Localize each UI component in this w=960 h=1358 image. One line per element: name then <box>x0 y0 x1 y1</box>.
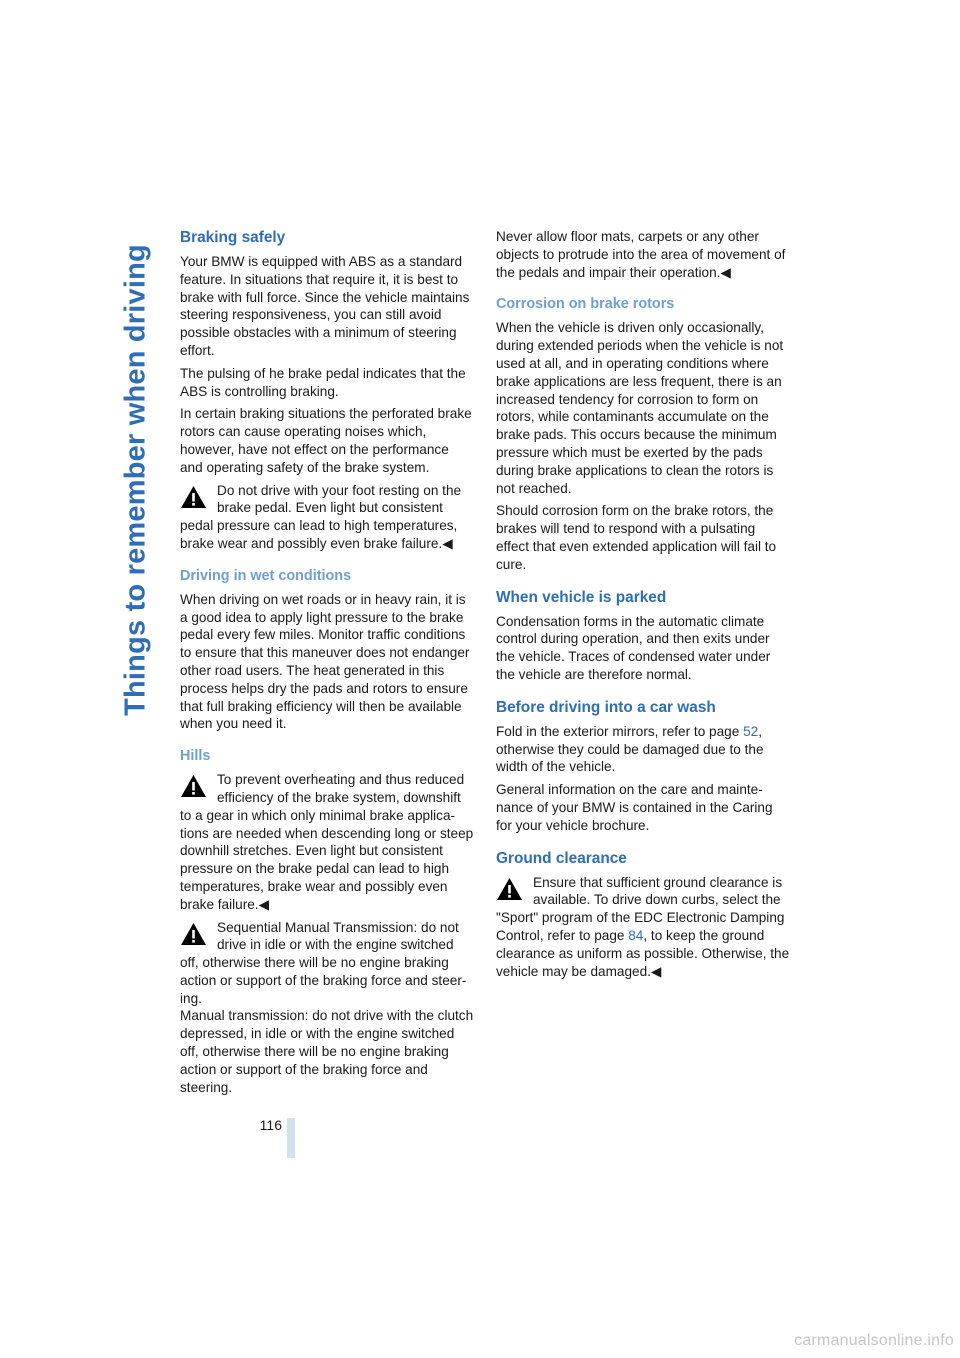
paragraph: Your BMW is equipped with ABS as a standard feature. In situations that require it, it is best to brake with full force. Since the vehicle maintains steering responsiveness, you can still avoid possible obstacles with a minimum of steering effort. <box>180 254 470 358</box>
warning-text: Manual transmission: do not drive with the clutch depressed, in idle or with the engine switched off, otherwise there will be no engine braking action or support of the braking force and steering. <box>180 1008 474 1095</box>
paragraph: Condensation forms in the automatic climate control during operation, and then exits under the vehicle. Traces of condensed water under the vehicle are therefore normal. <box>496 613 771 682</box>
chapter-side-title-text: Things to remember when driving <box>119 244 152 716</box>
paragraph: When the vehicle is driven only occasionally, during extended periods when the vehicle is not used at all, and in operating conditions where brake applications are less frequent, there is an increased tendency for corrosion to form on rotors, while contaminants accumulate on the brake pads. This occurs because the minimum pressure which must be exerted by the pads during brake applications to clean the rotors is not reached. <box>496 320 784 496</box>
heading-driving-wet: Driving in wet conditions <box>180 567 352 584</box>
paragraph: Fold in the exterior mirrors, refer to page 52, otherwise they could be damaged due to the width of the vehicle. <box>496 723 764 775</box>
warning-note <box>180 919 475 1097</box>
paragraph: General information on the care and maintenance of your BMW is contained in the Caring for your vehicle brochure. <box>496 782 773 833</box>
paragraph: The pulsing of he brake pedal indicates that the ABS is controlling braking. <box>180 365 466 399</box>
warning-triangle-icon <box>180 485 207 509</box>
warning-note <box>180 482 475 553</box>
warning-triangle-icon <box>496 877 523 901</box>
page-link-84[interactable]: 84 <box>628 927 644 943</box>
warning-triangle-icon <box>180 922 207 946</box>
warning-note <box>496 874 791 981</box>
warning-note <box>180 771 475 913</box>
page-link-52[interactable]: 52 <box>743 723 759 739</box>
left-column <box>180 228 475 1101</box>
warning-text: Do not drive with your foot resting on the brake pedal. Even light but consistent pedal pressure can lead to high temperatures, brake wear and possibly even brake failure.◀ <box>180 482 462 551</box>
warning-text: To prevent overheating and thus reduced efficiency of the brake system, downshift to a gear in which only minimal brake applications are needed when descending long or steep downhill stretches. Even light but consistent pressure on the brake pedal can lead to high temperatures, brake wear and possibly even brake failure.◀ <box>180 772 474 912</box>
paragraph: When driving on wet roads or in heavy rain, it is a good idea to apply light pressure to the brake pedal every few miles. Monitor traffic conditions to ensure that this maneuver does not endanger other road users. The heat generated in this process helps dry the pads and rotors to ensure that full braking efficiency will then be available when you need it. <box>180 591 470 732</box>
paragraph: Should corrosion form on the brake rotors, the brakes will tend to respond with a pulsating effect that even extended application will fail to cure. <box>496 503 777 572</box>
paragraph: In certain braking situations the perforated brake rotors can cause operating noises which, however, have not effect on the performance and operating safety of the brake system. <box>180 406 472 475</box>
heading-car-wash: Before driving into a car wash <box>496 698 716 716</box>
heading-ground-clearance: Ground clearance <box>496 849 627 867</box>
heading-corrosion: Corrosion on brake rotors <box>496 296 675 313</box>
warning-text: Sequential Manual Transmission: do not drive in idle or with the engine switched off, otherwise there will be no engine braking action or support of the braking force and steering. <box>180 919 467 1006</box>
footer-watermark: carmanualsonline.info <box>794 1332 954 1349</box>
heading-vehicle-parked: When vehicle is parked <box>496 588 667 606</box>
paragraph: Never allow floor mats, carpets or any other objects to protrude into the area of movement of the pedals and impair their operation.◀ <box>496 229 786 280</box>
page-number-bar <box>287 1118 295 1158</box>
page-number: 116 <box>259 1117 282 1133</box>
chapter-side-title <box>112 230 160 730</box>
heading-hills: Hills <box>180 748 211 765</box>
heading-braking-safely: Braking safely <box>180 229 286 246</box>
right-column <box>496 228 791 985</box>
warning-triangle-icon <box>180 774 207 798</box>
warning-text: Ensure that sufficient ground clearance is available. To drive down curbs, select the "Sport" program of the EDC Electronic Damping Control, refer to page 84, to keep the ground clearance as uniform as possible. Otherwise, the vehicle may be damaged.◀ <box>496 874 790 979</box>
